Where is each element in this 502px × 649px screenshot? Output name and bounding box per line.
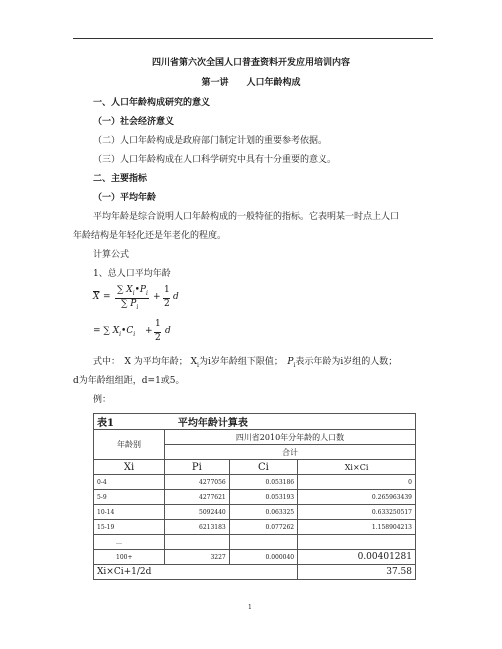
average-age-table [93, 413, 416, 580]
page-number: 1 [248, 604, 252, 611]
cell-pi: 4277056 [165, 475, 230, 490]
table-row [94, 550, 416, 565]
section-2-heading: 二、主要指标 [93, 174, 148, 184]
cell-xici: 0.265963439 [298, 490, 416, 505]
table-row [94, 535, 416, 550]
cell-ci: 0.053186 [229, 475, 297, 490]
table-column-header-row [94, 460, 416, 475]
col-header-xi: Xi [94, 460, 165, 475]
cell-pi: 5092440 [165, 505, 230, 520]
line2-sum: = ∑ $X_i•C_i$ [93, 326, 136, 338]
table-sum-row [94, 565, 416, 580]
example-label: 例： [93, 395, 112, 405]
section-1-1-heading: （一）社会经济意义 [93, 117, 175, 127]
paragraph-3-line-1: 平均年龄是综合说明人口年龄构成的一般特征的指标。它表明某一时点上人口 [93, 212, 400, 222]
table-row [94, 475, 416, 490]
col-header-pi: Pi [165, 460, 230, 475]
cell-xici: 0.00401281 [298, 550, 416, 565]
cell-pi [165, 535, 230, 550]
xbar-symbol: $\overline{X}$ [93, 292, 100, 302]
cell-ci: 0.077262 [229, 520, 297, 535]
cell-age: 10-14 [94, 505, 165, 520]
header-rule [73, 38, 433, 39]
line2-d: d [165, 326, 171, 336]
table-row [94, 520, 416, 535]
cell-age: 100+ [94, 550, 165, 565]
line2-half-den: 2 [155, 333, 161, 343]
table-row [94, 505, 416, 520]
equals-sign: = [103, 292, 111, 302]
cell-age: 15-19 [94, 520, 165, 535]
where-line-1: 式中： X 为平均年龄； $X_i$为i岁年龄组下限值； $P_i$表示年龄为i岁组的人数； [93, 357, 398, 369]
line2-half-num: 1 [155, 319, 161, 329]
paragraph-2: （三）人口年龄构成在人口科学研究中具有十分重要的意义。 [93, 155, 337, 165]
cell-xici: 0 [298, 475, 416, 490]
half-numerator: 1 [164, 285, 170, 295]
plus-sign: + [153, 292, 161, 302]
cell-age: 5-9 [94, 490, 165, 505]
col-header-ci: Ci [229, 460, 297, 475]
cell-age: 0-4 [94, 475, 165, 490]
half-denominator: 2 [164, 299, 170, 309]
cell-ci [229, 535, 297, 550]
formula-1-label: 1、总人口平均年龄 [93, 269, 171, 279]
table-row [94, 490, 416, 505]
numerator: ∑ $X_i•P_i$ [117, 285, 148, 297]
cell-pi: 4277621 [165, 490, 230, 505]
cell-xici: 1.158904213 [298, 520, 416, 535]
doc-title: 四川省第六次全国人口普查资料开发应用培训内容 [151, 58, 350, 68]
cell-xici [298, 535, 416, 550]
cell-ci: 0.000040 [229, 550, 297, 565]
col-header-xici: Xi×Ci [298, 460, 416, 475]
cell-xici: 0.633250517 [298, 505, 416, 520]
cell-ci: 0.063325 [229, 505, 297, 520]
cell-pi: 6213183 [165, 520, 230, 535]
sum-label: Xi×Ci+1/2d [94, 565, 298, 580]
denominator: ∑ $P_i$ [121, 299, 139, 311]
table-title: 平均年龄计算表 [177, 418, 248, 429]
table-title-row [94, 414, 416, 430]
where-line-2: d为年龄组组距，d=1或5。 [73, 376, 185, 386]
d-symbol: d [173, 292, 179, 302]
super-header: 四川省2010年分年龄的人口数 [165, 430, 416, 445]
cell-age: … [94, 535, 165, 550]
sum-value: 37.58 [298, 565, 416, 580]
lecture-title: 第一讲 人口年龄构成 [201, 78, 301, 88]
section-1-heading: 一、人口年龄构成研究的意义 [93, 98, 211, 108]
formula-heading: 计算公式 [93, 250, 130, 260]
table-header-row-1 [94, 430, 416, 445]
cell-ci: 0.053193 [229, 490, 297, 505]
cell-pi: 3227 [165, 550, 230, 565]
paragraph-3-line-2: 年龄结构是年轻化还是年老化的程度。 [73, 231, 227, 241]
section-2-1-heading: （一）平均年龄 [93, 193, 157, 203]
paragraph-1: （二）人口年龄构成是政府部门制定计划的重要参考依据。 [93, 136, 328, 146]
sub-header: 合计 [165, 445, 416, 460]
line2-plus: + [145, 326, 153, 336]
group-header: 年龄别 [94, 430, 165, 460]
table-label: 表1 [97, 418, 114, 429]
formula-line-2 [93, 320, 213, 350]
